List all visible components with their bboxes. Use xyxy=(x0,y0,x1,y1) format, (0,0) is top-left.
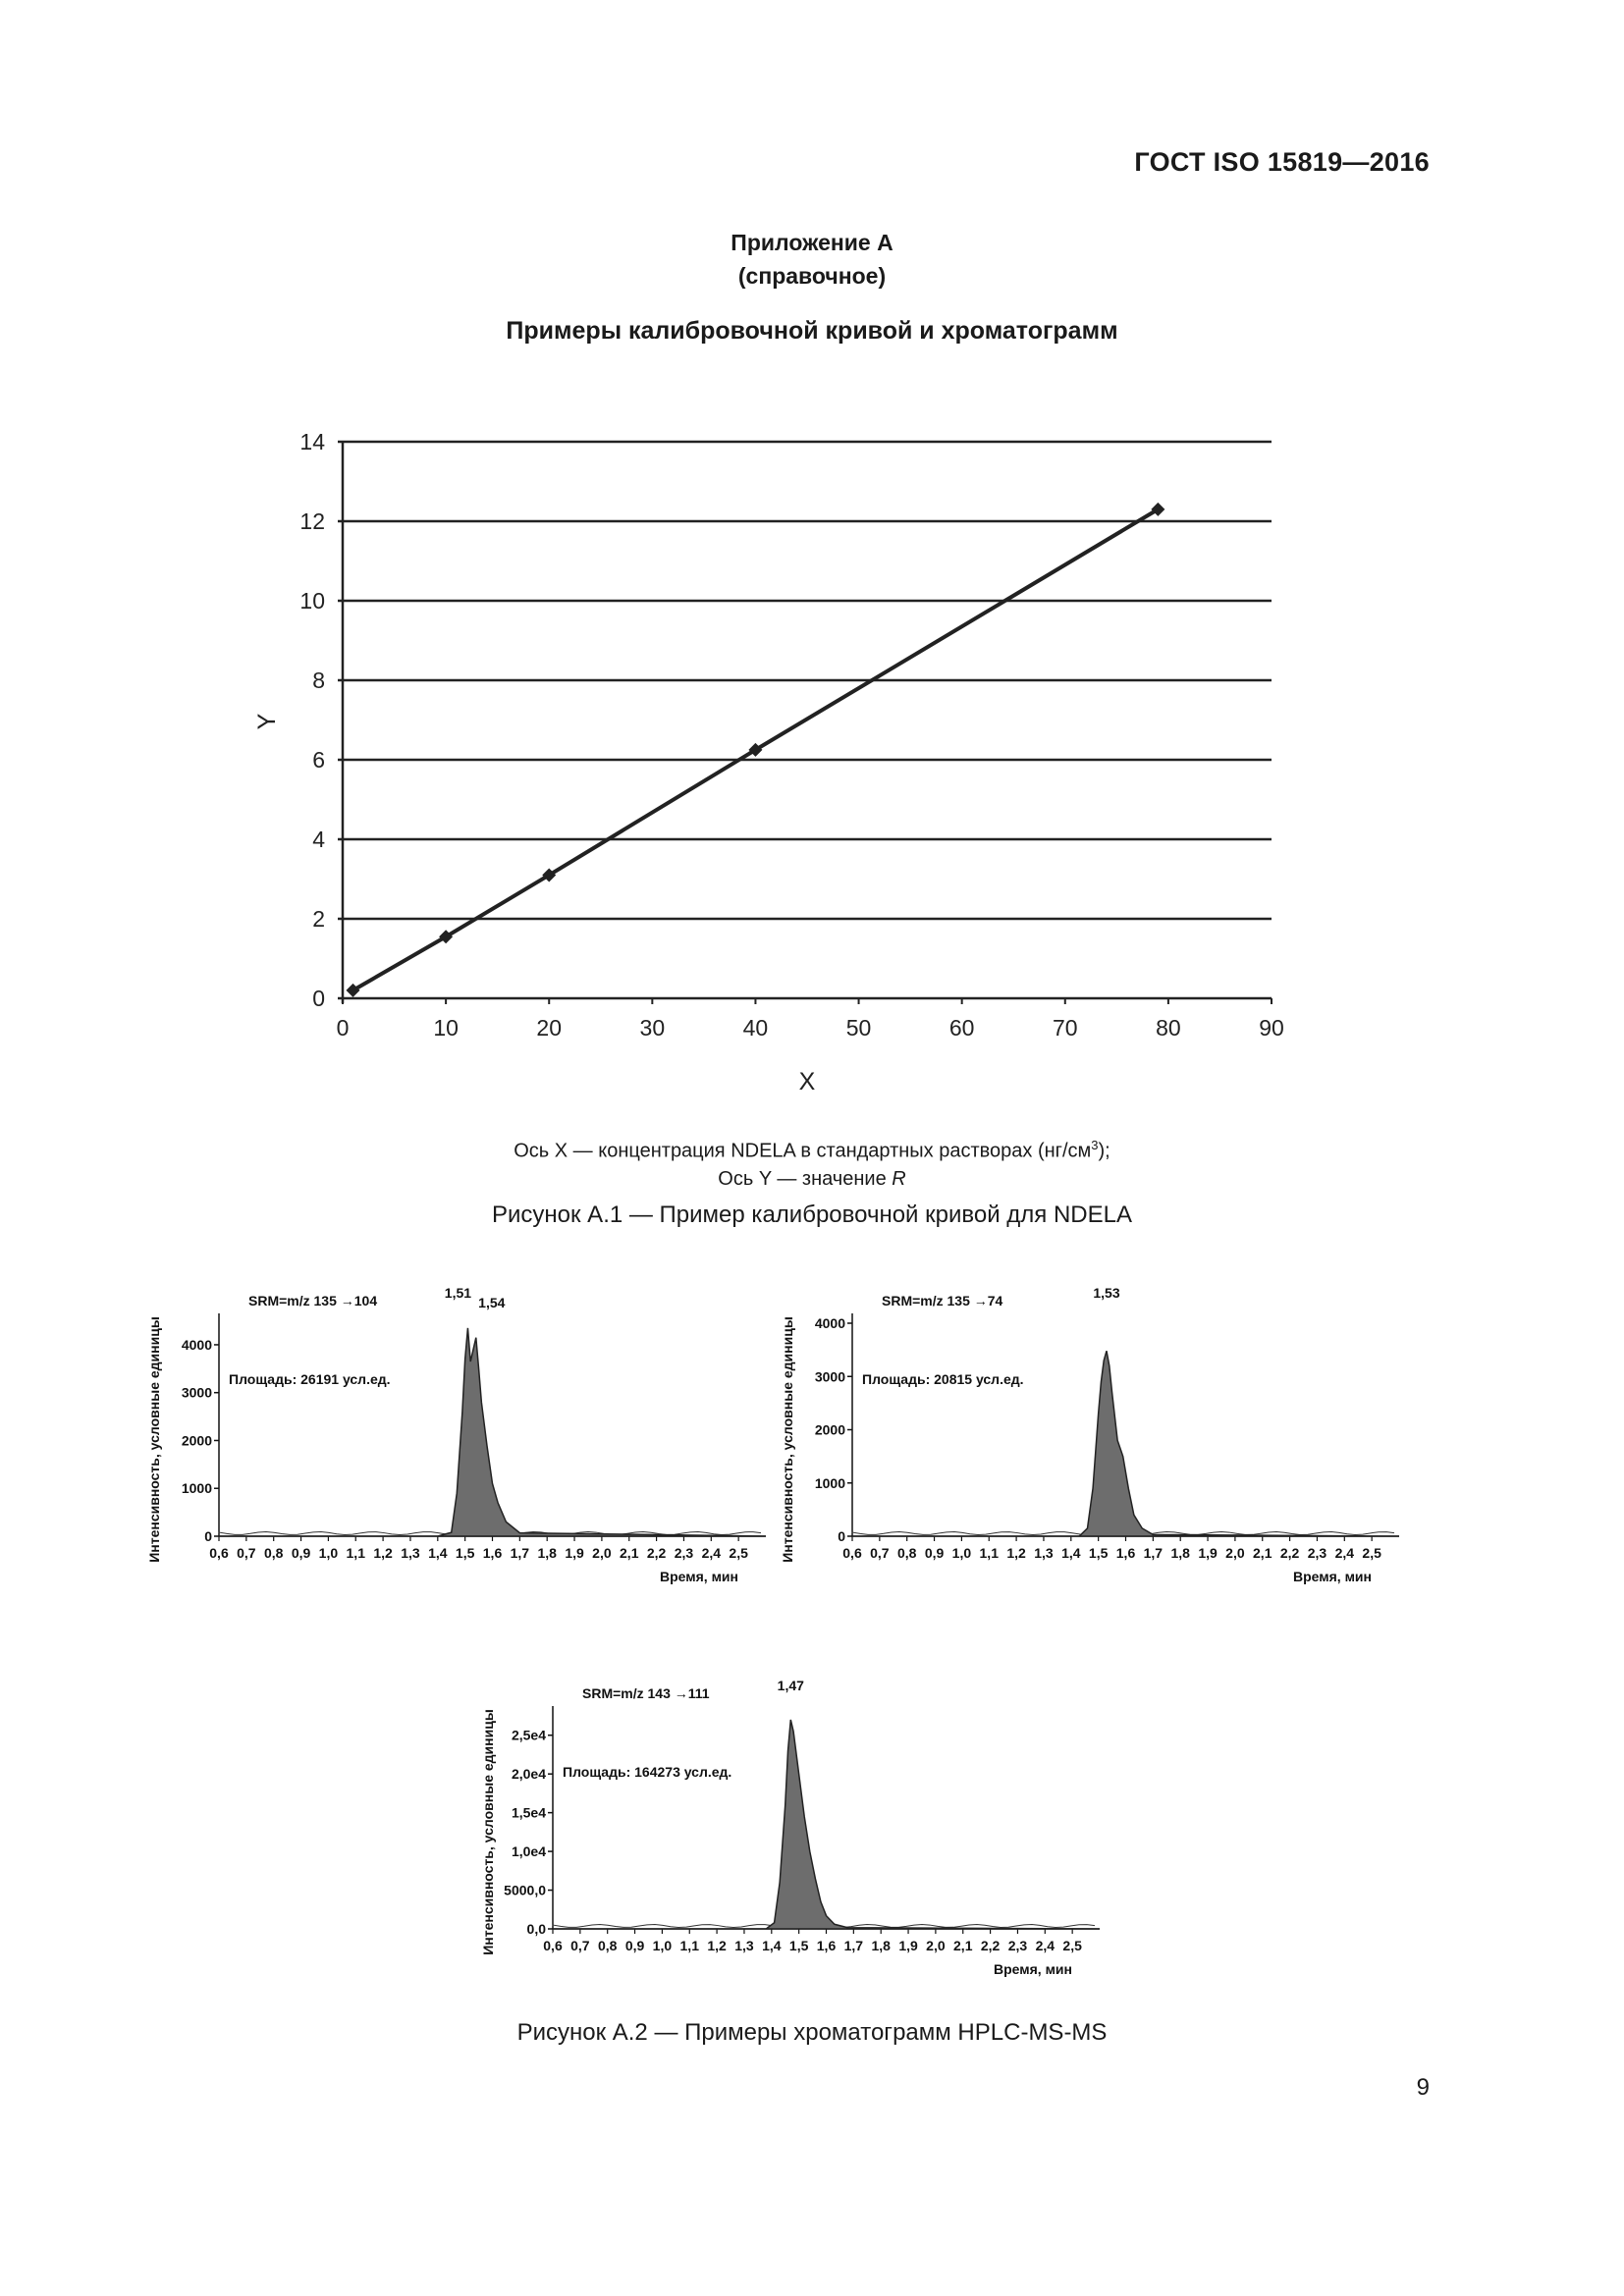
y-tick-label: 0,0 xyxy=(526,1921,546,1937)
x-tick-label: 1,6 xyxy=(1115,1545,1136,1561)
x-tick-label: 0,8 xyxy=(896,1545,917,1561)
x-tick-label: 80 xyxy=(1156,1015,1181,1041)
x-tick-label: 1,4 xyxy=(762,1938,782,1953)
y-tick-label: 10 xyxy=(299,588,325,614)
x-tick-label: 0,8 xyxy=(263,1545,284,1561)
x-tick-label: 2,4 xyxy=(701,1545,722,1561)
x-tick-label: 1,9 xyxy=(898,1938,918,1953)
x-tick-label: 1,7 xyxy=(1143,1545,1164,1561)
x-tick-label: 0,7 xyxy=(570,1938,590,1953)
calibration-chart xyxy=(0,0,1624,1139)
y-tick-label: 5000,0 xyxy=(504,1882,546,1898)
x-tick-label: 1,9 xyxy=(565,1545,584,1561)
y-tick-label: 1000 xyxy=(181,1480,212,1497)
x-axis-label: Время, мин xyxy=(660,1569,738,1584)
y-tick-label: 2000 xyxy=(181,1432,212,1449)
peak-label: 1,47 xyxy=(777,1678,804,1693)
y-tick-label: 2,5e4 xyxy=(511,1727,546,1743)
area-annotation: Площадь: 26191 усл.ед. xyxy=(229,1371,391,1387)
x-tick-label: 0,8 xyxy=(597,1938,618,1953)
legend-x-axis xyxy=(0,1132,1624,1165)
x-tick-label: 70 xyxy=(1052,1015,1078,1041)
chromatogram-2 xyxy=(771,1276,1419,1600)
chromatogram-1 xyxy=(137,1276,785,1600)
x-tick-label: 0,9 xyxy=(291,1545,311,1561)
x-tick-label: 1,7 xyxy=(843,1938,864,1953)
y-tick-label: 4000 xyxy=(181,1336,212,1353)
x-tick-label: 2,1 xyxy=(953,1938,973,1953)
y-tick-label: 8 xyxy=(312,667,325,693)
document-header: ГОСТ ISO 15819—2016 xyxy=(1134,147,1430,177)
legend-y-text: Ось Y — значение xyxy=(718,1167,893,1190)
y-tick-label: 0 xyxy=(312,986,325,1011)
y-tick-label: 4000 xyxy=(814,1315,845,1331)
y-tick-label: 0 xyxy=(204,1528,212,1544)
legend-x-superscript: 3 xyxy=(1091,1138,1099,1152)
x-tick-label: 1,5 xyxy=(788,1938,809,1953)
x-tick-label: 1,4 xyxy=(1061,1545,1081,1561)
x-tick-label: 2,3 xyxy=(1307,1545,1327,1561)
y-tick-label: 1000 xyxy=(814,1474,845,1491)
x-tick-label: 1,5 xyxy=(455,1545,475,1561)
x-axis-label: Время, мин xyxy=(1293,1569,1372,1584)
x-tick-label: 1,2 xyxy=(707,1938,727,1953)
x-tick-label: 40 xyxy=(742,1015,769,1041)
x-tick-label: 0,6 xyxy=(842,1545,862,1561)
x-tick-label: 2,1 xyxy=(620,1545,639,1561)
x-tick-label: 1,6 xyxy=(482,1545,503,1561)
peak-label: 1,54 xyxy=(478,1295,506,1310)
x-tick-label: 50 xyxy=(845,1015,872,1041)
y-tick-label: 12 xyxy=(299,508,325,534)
chromatogram-title: SRM=m/z 135 →74 xyxy=(882,1293,1003,1308)
x-tick-label: 1,2 xyxy=(1006,1545,1026,1561)
figure1-caption: Рисунок А.1 — Пример калибровочной кривой для NDELA xyxy=(492,1201,1132,1228)
y-tick-label: 2,0e4 xyxy=(511,1766,546,1783)
appendix-title: Приложение А xyxy=(731,230,893,255)
y-axis-label: Интенсивность, условные единицы xyxy=(480,1709,496,1955)
x-tick-label: 1,4 xyxy=(428,1545,448,1561)
y-axis-label: Интенсивность, условные единицы xyxy=(146,1316,162,1563)
y-tick-label: 3000 xyxy=(814,1368,845,1385)
x-tick-label: 1,0 xyxy=(652,1938,673,1953)
chromatogram-title: SRM=m/z 135 →104 xyxy=(248,1293,378,1308)
x-tick-label: 0,9 xyxy=(924,1545,945,1561)
x-tick-label: 1,6 xyxy=(816,1938,837,1953)
y-axis-label: Y xyxy=(253,713,281,730)
x-tick-label: 10 xyxy=(433,1015,459,1041)
x-tick-label: 1,7 xyxy=(510,1545,530,1561)
x-tick-label: 1,1 xyxy=(979,1545,999,1561)
peak-area xyxy=(553,1720,1100,1929)
figure1-legend xyxy=(0,1132,1624,1193)
x-tick-label: 1,2 xyxy=(373,1545,393,1561)
x-tick-label: 2,0 xyxy=(926,1938,946,1953)
x-tick-label: 0,7 xyxy=(237,1545,256,1561)
legend-y-variable: R xyxy=(892,1167,906,1190)
peak-area xyxy=(219,1328,766,1536)
x-tick-label: 20 xyxy=(536,1015,563,1041)
x-tick-label: 0,9 xyxy=(624,1938,645,1953)
area-annotation: Площадь: 164273 усл.ед. xyxy=(563,1764,732,1780)
x-tick-label: 0,6 xyxy=(209,1545,229,1561)
x-tick-label: 2,0 xyxy=(592,1545,612,1561)
chromatogram-3 xyxy=(471,1669,1119,1993)
x-axis-label: Время, мин xyxy=(994,1961,1072,1977)
x-tick-label: 0 xyxy=(336,1015,350,1041)
page-number: 9 xyxy=(1416,2074,1430,2101)
y-tick-label: 0 xyxy=(838,1528,845,1544)
x-tick-label: 1,0 xyxy=(951,1545,972,1561)
x-tick-label: 1,9 xyxy=(1198,1545,1218,1561)
figure2-caption: Рисунок А.2 — Примеры хроматограмм HPLC-MS-MS xyxy=(516,2019,1108,2046)
y-tick-label: 3000 xyxy=(181,1384,212,1401)
x-tick-label: 2,3 xyxy=(1007,1938,1028,1953)
x-tick-label: 1,8 xyxy=(1170,1545,1190,1561)
x-axis-label: X xyxy=(798,1068,816,1095)
x-tick-label: 1,3 xyxy=(1034,1545,1054,1561)
y-axis-label: Интенсивность, условные единицы xyxy=(780,1316,795,1563)
x-tick-label: 2,0 xyxy=(1225,1545,1245,1561)
legend-x-tail: ); xyxy=(1098,1140,1110,1162)
x-tick-label: 2,2 xyxy=(980,1938,1001,1953)
y-tick-label: 2000 xyxy=(814,1421,845,1438)
y-tick-label: 1,0e4 xyxy=(511,1843,546,1860)
x-tick-label: 2,1 xyxy=(1253,1545,1272,1561)
x-tick-label: 2,5 xyxy=(1362,1545,1381,1561)
x-tick-label: 0,6 xyxy=(543,1938,563,1953)
y-tick-label: 4 xyxy=(312,827,325,852)
x-tick-label: 90 xyxy=(1259,1015,1284,1041)
x-tick-label: 2,5 xyxy=(1062,1938,1082,1953)
x-tick-label: 1,8 xyxy=(871,1938,891,1953)
y-tick-label: 2 xyxy=(312,906,325,932)
x-tick-label: 2,5 xyxy=(729,1545,748,1561)
x-tick-label: 2,4 xyxy=(1035,1938,1056,1953)
x-tick-label: 1,1 xyxy=(679,1938,699,1953)
peak-label: 1,51 xyxy=(444,1285,472,1301)
x-tick-label: 30 xyxy=(639,1015,666,1041)
x-tick-label: 2,2 xyxy=(1279,1545,1300,1561)
x-tick-label: 1,5 xyxy=(1088,1545,1109,1561)
x-tick-label: 60 xyxy=(948,1015,975,1041)
x-tick-label: 2,2 xyxy=(646,1545,667,1561)
y-tick-label: 14 xyxy=(299,429,325,454)
appendix-note: (справочное) xyxy=(737,263,887,289)
x-tick-label: 1,3 xyxy=(401,1545,420,1561)
y-tick-label: 6 xyxy=(312,747,325,773)
legend-x-text: Ось X — концентрация NDELA в стандартных растворах (нг/см xyxy=(514,1140,1092,1162)
x-tick-label: 1,3 xyxy=(734,1938,754,1953)
peak-label: 1,53 xyxy=(1093,1285,1120,1301)
x-tick-label: 2,4 xyxy=(1334,1545,1355,1561)
x-tick-label: 1,1 xyxy=(346,1545,365,1561)
section-title: Примеры калибровочной кривой и хроматограмм xyxy=(506,317,1118,345)
area-annotation: Площадь: 20815 усл.ед. xyxy=(862,1371,1024,1387)
chromatogram-title: SRM=m/z 143 →111 xyxy=(582,1685,710,1701)
y-tick-label: 1,5e4 xyxy=(511,1804,546,1821)
x-tick-label: 0,7 xyxy=(870,1545,890,1561)
legend-y-axis xyxy=(0,1165,1624,1193)
x-tick-label: 1,8 xyxy=(537,1545,557,1561)
x-tick-label: 2,3 xyxy=(674,1545,694,1561)
x-tick-label: 1,0 xyxy=(318,1545,339,1561)
